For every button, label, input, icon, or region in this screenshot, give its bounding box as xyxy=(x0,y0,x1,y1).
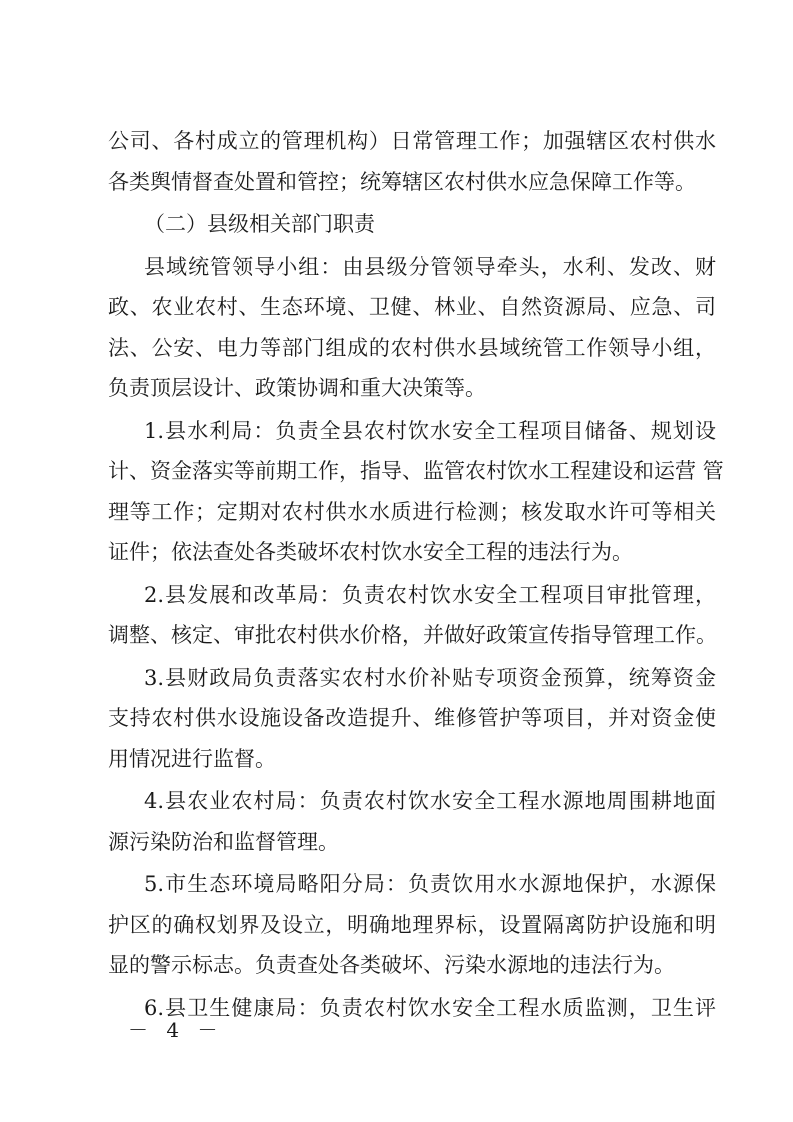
document-body xyxy=(108,121,724,1030)
text-line: 6.县卫生健康局：负责农村饮水安全工程水质监测，卫生评 xyxy=(144,995,716,1020)
text-line: 支持农村供水设施设备改造提升、维修管护等项目，并对资金使 xyxy=(108,706,716,730)
paragraph xyxy=(108,864,716,986)
text-line: 用情况进行监督。 xyxy=(108,746,276,771)
text-line: 护区的确权划界及设立，明确地理界标，设置隔离防护设施和明 xyxy=(108,912,716,937)
text-line: 政、农业农村、生态环境、卫健、林业、自然资源局、应急、司 xyxy=(108,295,716,319)
text-line: 5.市生态环境局略阳分局：负责饮用水水源地保护，水源保 xyxy=(144,872,716,896)
text-line: 负责顶层设计、政策协调和重大决策等。 xyxy=(108,376,486,400)
text-line: 法、公安、电力等部门组成的农村供水县域统管工作领导小组， xyxy=(108,335,716,360)
paragraph xyxy=(108,121,716,202)
text-line: 4.县农业农村局：负责农村饮水安全工程水源地周围耕地面 xyxy=(144,789,716,813)
text-line: 显的警示标志。负责查处各类破坏、污染水源地的违法行为。 xyxy=(108,953,675,977)
paragraph xyxy=(108,247,716,409)
text-line: 2.县发展和改革局：负责农村饮水安全工程项目审批管理， xyxy=(144,582,716,607)
text-line: 源污染防治和监督管理。 xyxy=(108,829,339,854)
section-heading xyxy=(108,204,716,245)
paragraph xyxy=(108,575,716,656)
text-line: 计、资金落实等前期工作，指导、监管农村饮水工程建设和运营 管 xyxy=(108,459,724,483)
text-line: 证件；依法查处各类破坏农村饮水安全工程的违法行为。 xyxy=(108,540,633,564)
page-number: － 4 － xyxy=(128,1018,224,1042)
text-line: 1.县水利局：负责全县农村饮水安全工程项目储备、规划设 xyxy=(144,418,716,443)
text-line: （二）县级相关部门职责 xyxy=(144,212,375,236)
paragraph xyxy=(108,781,716,862)
paragraph xyxy=(108,658,716,780)
text-line: 理等工作；定期对农村供水水质进行检测；核发取水许可等相关 xyxy=(108,499,716,524)
paragraph xyxy=(108,411,724,573)
text-line: 3.县财政局负责落实农村水价补贴专项资金预算，统筹资金 xyxy=(144,665,716,690)
text-line: 各类舆情督查处置和管控；统筹辖区农村供水应急保障工作等。 xyxy=(108,169,696,194)
text-line: 县域统管领导小组：由县级分管领导牵头，水利、发改、财 xyxy=(144,254,716,279)
text-line: 调整、核定、审批农村供水价格，并做好政策宣传指导管理工作。 xyxy=(108,623,717,647)
text-line: 公司、各村成立的管理机构）日常管理工作；加强辖区农村供水 xyxy=(108,129,716,153)
